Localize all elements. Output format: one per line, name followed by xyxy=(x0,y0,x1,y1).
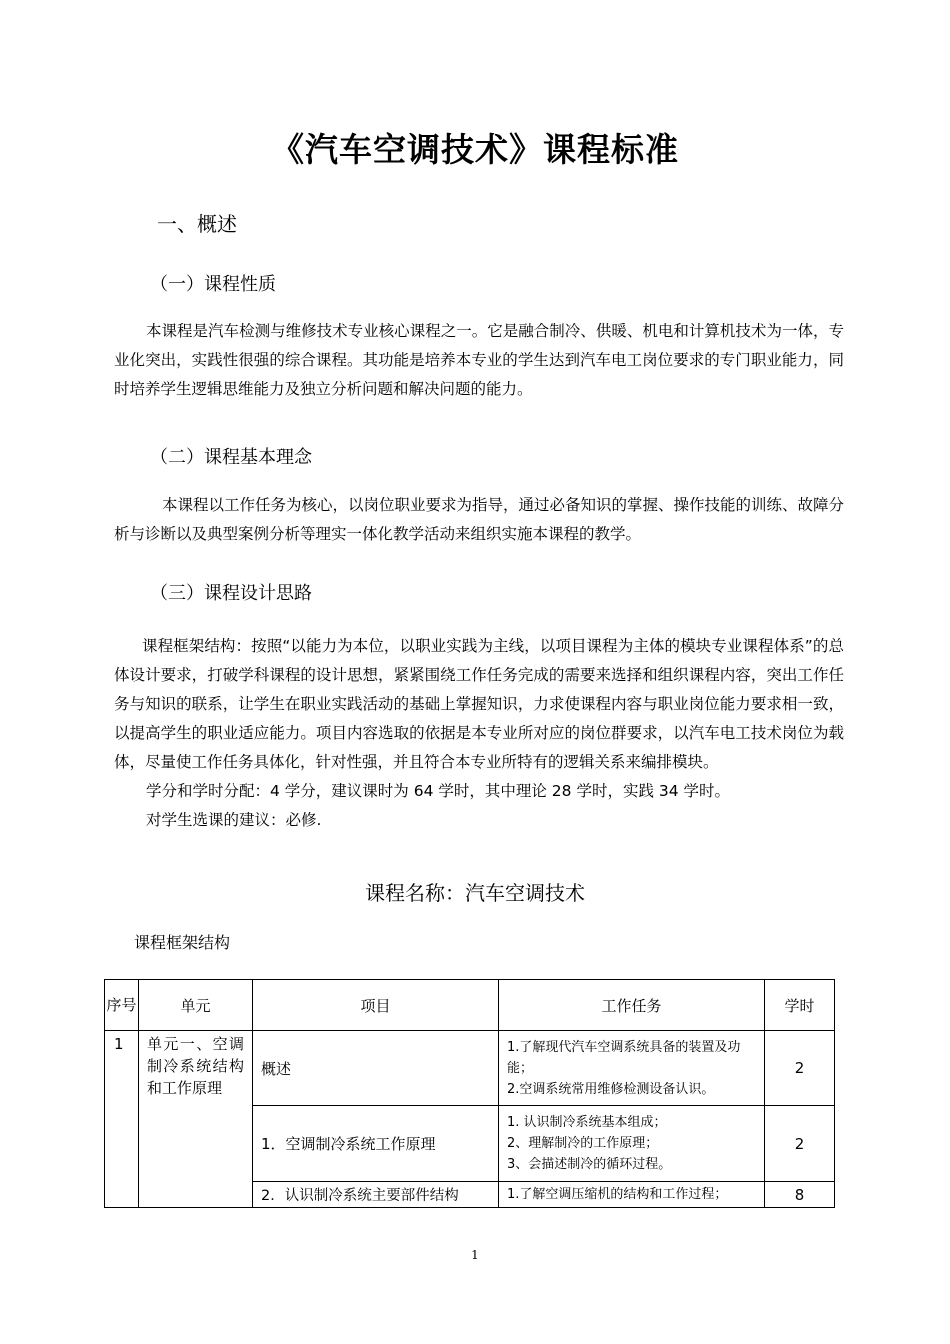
header-hours: 学时 xyxy=(765,980,835,1031)
item-cell: 概述 xyxy=(253,1031,499,1106)
table-row xyxy=(105,1031,835,1106)
frame-label: 课程框架结构 xyxy=(134,933,231,952)
table-header-row xyxy=(105,980,835,1031)
task-line: 3、会描述制冷的循环过程。 xyxy=(507,1157,672,1172)
hours-cell: 2 xyxy=(765,1106,835,1182)
subsection-heading-design: （三）课程设计思路 xyxy=(150,583,312,604)
credits-text: 学分和学时分配：4 学分，建议课时为 64 学时，其中理论 28 学时，实践 34 学时。 xyxy=(146,782,731,800)
unit-value: 单元一、空调制冷系统结构和工作原理 xyxy=(147,1035,244,1097)
course-name: 课程名称：汽车空调技术 xyxy=(365,881,585,905)
course-framework-text: 课程框架结构：按照“以能力为本位，以职业实践为主线，以项目课程为主体的模块专业课程体系”的总体设计要求，打破学科课程的设计思想，紧紧围绕工作任务完成的需要来选择和组织课程内容，突出工作任务与知识的联系，让学生在职业实践活动的基础上掌握知识，力求使课程内容与职业岗位能力要求相一致，以提高学生的职业适应能力。项目内容选取的依据是本专业所对应的岗位群要求，以汽车电工技术岗位为载体，尽量使工作任务具体化，针对性强，并且符合本专业所特有的逻辑关系来编排模块。 xyxy=(114,637,844,771)
task-line: 1.了解现代汽车空调系统具备的装置及功能； xyxy=(507,1039,741,1076)
subsection-heading-concept: （二）课程基本理念 xyxy=(150,447,312,468)
seq-value: 1 xyxy=(114,1035,124,1053)
document-title: 《汽车空调技术》课程标准 xyxy=(271,130,679,169)
page-number: 1 xyxy=(471,1248,479,1262)
item-cell: 2．认识制冷系统主要部件结构 xyxy=(253,1182,499,1208)
course-concept-text: 本课程以工作任务为核心，以岗位职业要求为指导，通过必备知识的掌握、操作技能的训练、故障分析与诊断以及典型案例分析等理实一体化教学活动来组织实施本课程的教学。 xyxy=(114,496,845,543)
course-frame-table xyxy=(104,979,835,1208)
paragraph-course-design xyxy=(114,632,844,835)
advice-text: 对学生选课的建议：必修. xyxy=(146,811,322,829)
unit-cell xyxy=(139,1031,253,1208)
item-cell: 1．空调制冷系统工作原理 xyxy=(253,1106,499,1182)
paragraph-course-nature xyxy=(114,317,844,404)
hours-cell: 2 xyxy=(765,1031,835,1106)
task-cell xyxy=(499,1106,765,1182)
task-line: 1.了解空调压缩机的结构和工作过程； xyxy=(507,1187,728,1202)
paragraph-course-concept xyxy=(114,491,844,549)
task-line: 2、理解制冷的工作原理； xyxy=(507,1136,659,1151)
header-unit: 单元 xyxy=(139,980,253,1031)
header-task: 工作任务 xyxy=(499,980,765,1031)
header-seq: 序号 xyxy=(105,980,139,1031)
hours-cell: 8 xyxy=(765,1182,835,1208)
task-cell xyxy=(499,1182,765,1208)
task-cell xyxy=(499,1031,765,1106)
header-item: 项目 xyxy=(253,980,499,1031)
seq-cell xyxy=(105,1031,139,1208)
section-heading-overview: 一、概述 xyxy=(157,212,237,236)
task-line: 2.空调系统常用维修检测设备认识。 xyxy=(507,1081,715,1097)
course-nature-text: 本课程是汽车检测与维修技术专业核心课程之一。它是融合制冷、供暖、机电和计算机技术为一体，专业化突出，实践性很强的综合课程。其功能是培养本专业的学生达到汽车电工岗位要求的专门职业能力，同时培养学生逻辑思维能力及独立分析问题和解决问题的能力。 xyxy=(114,322,844,398)
subsection-heading-nature: （一）课程性质 xyxy=(150,274,276,295)
task-line: 1. 认识制冷系统基本组成； xyxy=(507,1115,667,1130)
